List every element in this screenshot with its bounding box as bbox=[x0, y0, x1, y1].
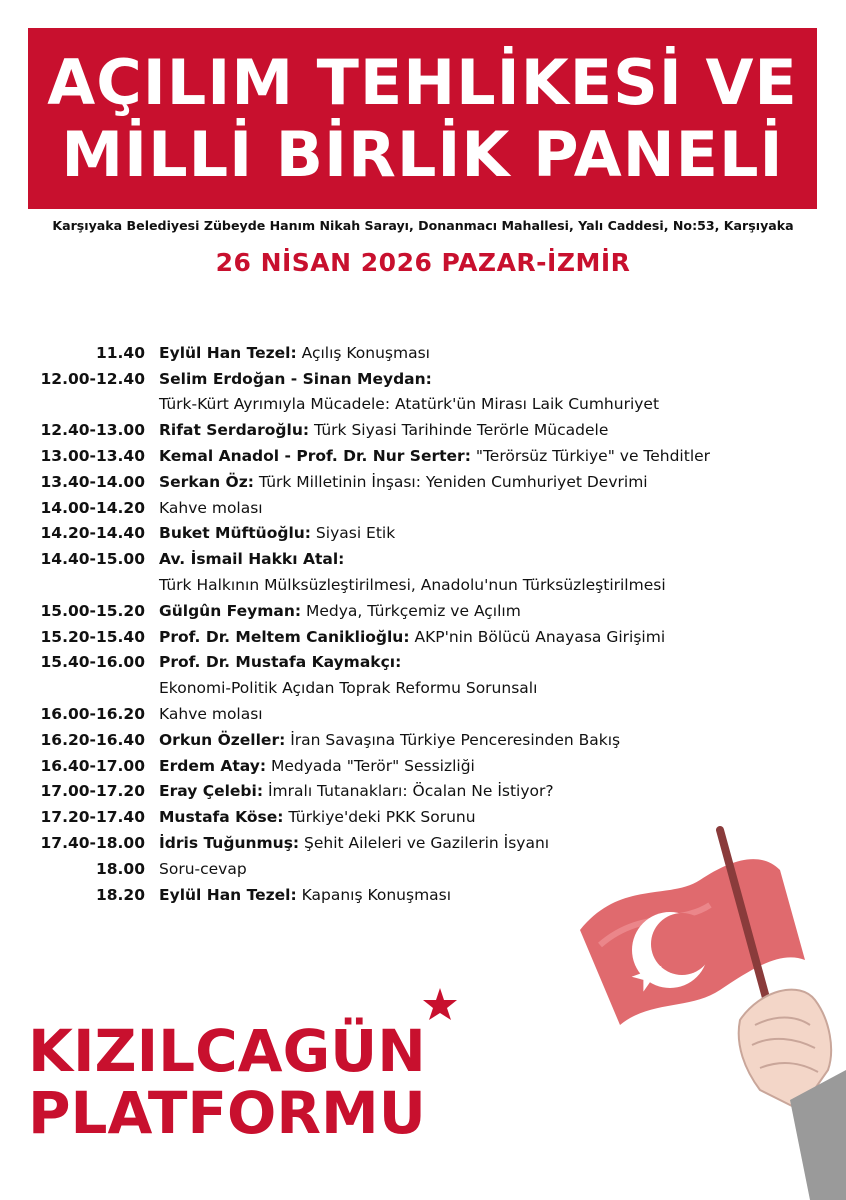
session-time: 13.40-14.00 bbox=[40, 472, 145, 491]
session-content bbox=[159, 653, 401, 671]
session-topic: Kapanış Konuşması bbox=[296, 885, 452, 904]
session-content bbox=[159, 628, 665, 646]
schedule-row bbox=[30, 546, 830, 572]
session-content bbox=[159, 576, 666, 594]
title-banner bbox=[28, 28, 817, 209]
session-time: 17.40-18.00 bbox=[40, 834, 145, 853]
session-topic: İran Savaşına Türkiye Penceresinden Bakış bbox=[285, 730, 621, 749]
session-speaker: Prof. Dr. Mustafa Kaymakçı: bbox=[159, 653, 402, 672]
session-time: 16.40-17.00 bbox=[40, 756, 145, 775]
session-content bbox=[159, 447, 710, 465]
session-speaker: Kemal Anadol - Prof. Dr. Nur Serter: bbox=[159, 447, 471, 466]
schedule-row bbox=[30, 753, 830, 779]
session-speaker: Eray Çelebi: bbox=[159, 782, 264, 801]
event-date: 26 NİSAN 2026 PAZAR-İZMİR bbox=[215, 248, 631, 277]
session-time: 13.00-13.40 bbox=[40, 447, 145, 466]
session-content bbox=[159, 344, 430, 362]
schedule-row bbox=[30, 727, 830, 753]
session-topic: Siyasi Etik bbox=[311, 524, 396, 543]
session-topic: Türkiye'deki PKK Sorunu bbox=[283, 808, 476, 827]
session-time: 15.00-15.20 bbox=[40, 601, 145, 620]
hand-illustration bbox=[739, 990, 846, 1200]
schedule-row bbox=[30, 392, 830, 418]
session-content bbox=[159, 395, 659, 413]
session-time: 14.40-15.00 bbox=[40, 550, 145, 569]
session-topic: Şehit Aileleri ve Gazilerin İsyanı bbox=[299, 834, 550, 853]
title-line-2: MİLLİ BİRLİK PANELİ bbox=[61, 117, 784, 191]
session-time: 15.40-16.00 bbox=[40, 653, 145, 672]
session-speaker: Prof. Dr. Meltem Caniklioğlu: bbox=[159, 627, 410, 646]
turkish-flag-illustration bbox=[560, 810, 846, 1200]
session-speaker: Buket Müftüoğlu: bbox=[159, 524, 311, 543]
session-topic: Türk Halkının Mülksüzleştirilmesi, Anadolu'nun Türksüzleştirilmesi bbox=[159, 576, 666, 595]
schedule-row bbox=[30, 598, 830, 624]
session-content bbox=[159, 834, 549, 852]
session-content bbox=[159, 860, 247, 878]
schedule-row bbox=[30, 443, 830, 469]
session-speaker: Mustafa Köse: bbox=[159, 808, 284, 827]
session-content bbox=[159, 731, 620, 749]
schedule-row bbox=[30, 779, 830, 805]
session-content bbox=[159, 602, 521, 620]
session-content bbox=[159, 524, 395, 542]
schedule-row bbox=[30, 366, 830, 392]
schedule-row bbox=[30, 572, 830, 598]
session-topic: Ekonomi-Politik Açıdan Toprak Reformu Sorunsalı bbox=[159, 679, 538, 698]
session-time: 16.20-16.40 bbox=[40, 730, 145, 749]
schedule-row bbox=[30, 624, 830, 650]
session-topic: Türk Siyasi Tarihinde Terörle Mücadele bbox=[309, 421, 609, 440]
session-content bbox=[159, 679, 537, 697]
session-time: 16.00-16.20 bbox=[40, 705, 145, 724]
title-line-1: AÇILIM TEHLİKESİ VE bbox=[47, 45, 798, 119]
session-speaker: Av. İsmail Hakkı Atal: bbox=[159, 550, 345, 569]
session-topic: Türk Milletinin İnşası: Yeniden Cumhuriyet Devrimi bbox=[253, 472, 648, 491]
session-content bbox=[159, 705, 263, 723]
session-content bbox=[159, 499, 263, 517]
session-speaker: İdris Tuğunmuş: bbox=[159, 834, 300, 853]
session-time: 15.20-15.40 bbox=[40, 627, 145, 646]
session-speaker: Eylül Han Tezel: bbox=[159, 885, 297, 904]
session-time: 11.40 bbox=[95, 343, 145, 362]
session-topic: Kahve molası bbox=[159, 705, 263, 724]
session-topic: AKP'nin Bölücü Anayasa Girişimi bbox=[409, 627, 666, 646]
session-content bbox=[159, 421, 608, 439]
session-content bbox=[159, 473, 648, 491]
session-topic: Açılış Konuşması bbox=[296, 343, 430, 362]
schedule-row bbox=[30, 417, 830, 443]
session-time: 14.00-14.20 bbox=[40, 498, 145, 517]
platform-logo bbox=[28, 1017, 426, 1147]
session-time: 17.00-17.20 bbox=[40, 782, 145, 801]
logo-line-2: PLATFORMU bbox=[28, 1079, 426, 1147]
schedule-row bbox=[30, 521, 830, 547]
session-speaker: Gülgûn Feyman: bbox=[159, 601, 302, 620]
session-topic: Medya, Türkçemiz ve Açılım bbox=[301, 601, 521, 620]
schedule-row bbox=[30, 701, 830, 727]
session-time: 12.00-12.40 bbox=[40, 369, 145, 388]
session-speaker: Selim Erdoğan - Sinan Meydan: bbox=[159, 369, 432, 388]
session-speaker: Orkun Özeller: bbox=[159, 730, 286, 749]
session-speaker: Eylül Han Tezel: bbox=[159, 343, 297, 362]
session-time: 14.20-14.40 bbox=[40, 524, 145, 543]
schedule-row bbox=[30, 675, 830, 701]
session-speaker: Serkan Öz: bbox=[159, 472, 254, 491]
session-content bbox=[159, 550, 344, 568]
schedule-row bbox=[30, 495, 830, 521]
session-speaker: Erdem Atay: bbox=[159, 756, 267, 775]
session-content bbox=[159, 886, 451, 904]
session-time: 17.20-17.40 bbox=[40, 808, 145, 827]
session-time: 18.00 bbox=[95, 859, 145, 878]
session-time: 18.20 bbox=[95, 885, 145, 904]
session-topic: Medyada "Terör" Sessizliği bbox=[266, 756, 475, 775]
venue-address: Karşıyaka Belediyesi Zübeyde Hanım Nikah Sarayı, Donanmacı Mahallesi, Yalı Caddesi, No:53, Karşıyaka bbox=[52, 218, 794, 233]
schedule-row bbox=[30, 469, 830, 495]
session-topic: Kahve molası bbox=[159, 498, 263, 517]
session-topic: "Terörsüz Türkiye" ve Tehditler bbox=[470, 447, 711, 466]
session-content bbox=[159, 370, 432, 388]
session-speaker: Rifat Serdaroğlu: bbox=[159, 421, 310, 440]
session-topic: Soru-cevap bbox=[159, 859, 247, 878]
session-time: 12.40-13.00 bbox=[40, 421, 145, 440]
logo-line-1: KIZILCAGÜN bbox=[28, 1017, 426, 1085]
schedule-row bbox=[30, 340, 830, 366]
schedule-row bbox=[30, 650, 830, 676]
session-topic: Türk-Kürt Ayrımıyla Mücadele: Atatürk'ün Mirası Laik Cumhuriyet bbox=[159, 395, 660, 414]
session-content bbox=[159, 757, 475, 775]
session-content bbox=[159, 808, 476, 826]
session-topic: İmralı Tutanakları: Öcalan Ne İstiyor? bbox=[263, 782, 554, 801]
session-content bbox=[159, 782, 554, 800]
